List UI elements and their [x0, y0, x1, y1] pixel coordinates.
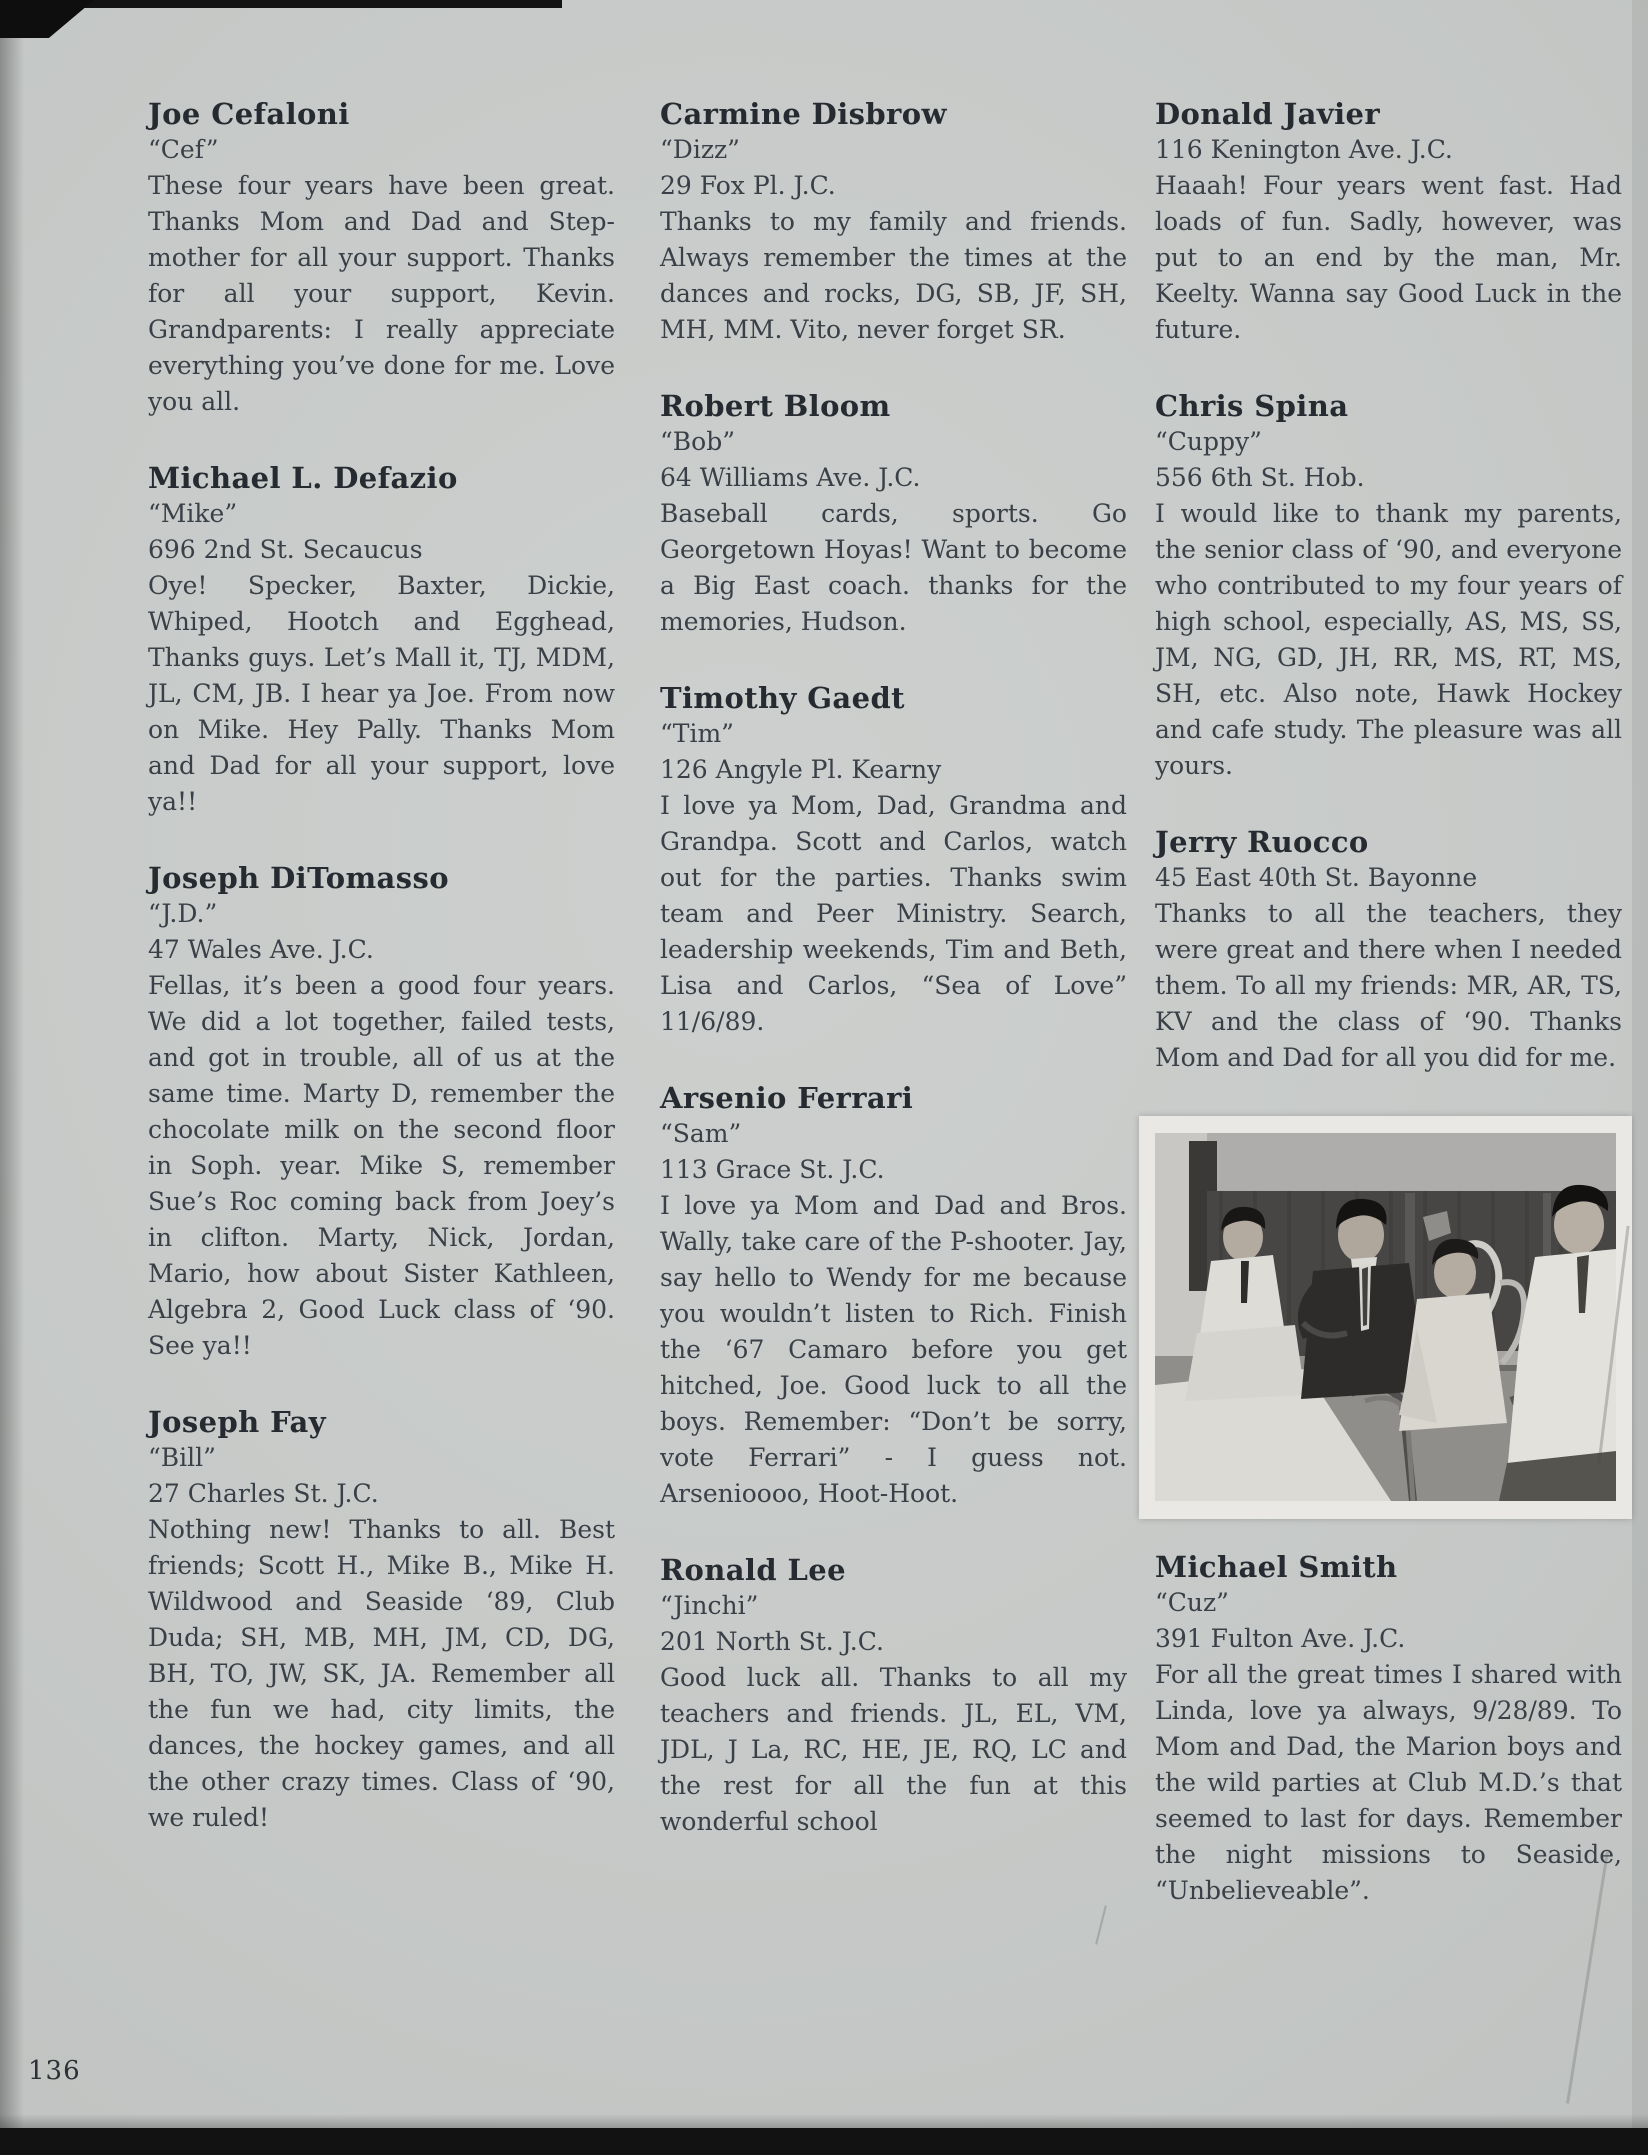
entry-joseph-ditomasso — [148, 860, 615, 1364]
student-message: For all the great times I shared with Linda, love ya always, 9/28/89. To Mom and Dad, the Marion boys and the wild parties at Club M.D.’s that seemed to last for days. Remember the night missions to Seaside, “Unbelieveable”. — [1155, 1660, 1622, 1905]
student-address: 45 East 40th St. Bayonne — [1155, 863, 1478, 892]
scan-artifact-left-shadow — [0, 0, 24, 2155]
student-name: Michael L. Defazio — [148, 461, 458, 495]
scan-artifact-top-strip — [0, 0, 562, 8]
student-address: 47 Wales Ave. J.C. — [148, 935, 374, 964]
student-message: Thanks to all the teachers, they were great and there when I needed them. To all my friends: MR, AR, TS, KV and the class of ‘90. Thanks Mom and Dad for all you did for me. — [1155, 899, 1622, 1072]
entry-chris-spina — [1155, 388, 1622, 784]
student-name: Jerry Ruocco — [1155, 825, 1369, 859]
student-address: 64 Williams Ave. J.C. — [660, 463, 921, 492]
student-nickname: “Bill” — [148, 1443, 216, 1472]
student-message: Nothing new! Thanks to all. Best friends; Scott H., Mike B., Mike H. Wildwood and Seaside ‘89, Club Duda; SH, MB, MH, JM, CD, DG, BH, TO, JW, SK, JA. Remember all the fun we had, city limits, the dances, the hockey games, and all the other crazy times. Class of ‘90, we ruled! — [148, 1515, 615, 1832]
student-name: Robert Bloom — [660, 389, 891, 423]
entry-timothy-gaedt — [660, 680, 1127, 1040]
student-name: Joseph DiTomasso — [148, 861, 449, 895]
student-message: These four years have been great. Thanks Mom and Dad and Step-mother for all your support. Thanks for all your support, Kevin. Grandparents: I really appreciate everything you’ve done for me. Love you all. — [148, 171, 615, 416]
student-address: 126 Angyle Pl. Kearny — [660, 755, 942, 784]
student-nickname: “Cuz” — [1155, 1588, 1229, 1617]
entry-carmine-disbrow — [660, 96, 1127, 348]
student-nickname: “Tim” — [660, 719, 734, 748]
entry-joe-cefaloni — [148, 96, 615, 420]
student-name: Chris Spina — [1155, 389, 1349, 423]
student-message: I would like to thank my parents, the senior class of ‘90, and everyone who contributed to my four years of high school, especially, AS, MS, SS, JM, NG, GD, JH, RR, MS, RT, MS, SH, etc. Also note, Hawk Hockey and cafe study. The pleasure was all yours. — [1155, 499, 1622, 780]
student-nickname: “Bob” — [660, 427, 735, 456]
student-message: I love ya Mom and Dad and Bros. Wally, take care of the P-shooter. Jay, say hello to Wendy for me because you wouldn’t listen to Rich. Finish the ‘67 Camaro before you get hitched, Joe. Good luck to all the boys. Remember: “Don’t be sorry, vote Ferrari” - I guess not. Arsenioooo, Hoot-Hoot. — [660, 1191, 1127, 1508]
student-message: Fellas, it’s been a good four years. We did a lot together, failed tests, and got in trouble, all of us at the same time. Marty D, remember the chocolate milk on the second floor in Soph. year. Mike S, remember Sue’s Roc coming back from Joey’s in clifton. Marty, Nick, Jordan, Mario, how about Sister Kathleen, Algebra 2, Good Luck class of ‘90. See ya!! — [148, 971, 615, 1360]
cafeteria-photo — [1139, 1116, 1632, 1519]
student-address: 29 Fox Pl. J.C. — [660, 171, 836, 200]
scan-artifact-crease — [1095, 1905, 1107, 1944]
student-address: 116 Kenington Ave. J.C. — [1155, 135, 1453, 164]
student-nickname: “Sam” — [660, 1119, 742, 1148]
student-address: 201 North St. J.C. — [660, 1627, 884, 1656]
entry-jerry-ruocco — [1155, 824, 1622, 1076]
student-nickname: “Mike” — [148, 499, 238, 528]
student-message: Haaah! Four years went fast. Had loads of fun. Sadly, however, was put to an end by the man, Mr. Keelty. Wanna say Good Luck in the future. — [1155, 171, 1622, 344]
entry-arsenio-ferrari — [660, 1080, 1127, 1512]
entry-michael-defazio — [148, 460, 615, 820]
entry-robert-bloom — [660, 388, 1127, 640]
scan-artifact-bottom-fade — [0, 2114, 1648, 2128]
cafeteria-photo-graphic — [1155, 1133, 1616, 1501]
student-nickname: “Jinchi” — [660, 1591, 759, 1620]
student-name: Joe Cefaloni — [148, 97, 350, 131]
entry-michael-smith — [1155, 1549, 1622, 1909]
page-number: 136 — [28, 2056, 81, 2086]
student-message: Oye! Specker, Baxter, Dickie, Whiped, Hootch and Egghead, Thanks guys. Let’s Mall it, TJ, MDM, JL, CM, JB. I hear ya Joe. From now on Mike. Hey Pally. Thanks Mom and Dad for all your support, love ya!! — [148, 571, 615, 816]
student-nickname: “Cef” — [148, 135, 219, 164]
student-name: Arsenio Ferrari — [660, 1081, 914, 1115]
scan-artifact-bottom-bar — [0, 2128, 1648, 2155]
student-address: 696 2nd St. Secaucus — [148, 535, 423, 564]
entry-joseph-fay — [148, 1404, 615, 1836]
student-message: I love ya Mom, Dad, Grandma and Grandpa. Scott and Carlos, watch out for the parties. Thanks swim team and Peer Ministry. Search, leadership weekends, Tim and Beth, Lisa and Carlos, “Sea of Love” 11/6/89. — [660, 791, 1127, 1036]
column-2 — [660, 96, 1127, 1880]
scan-artifact-top-left-corner — [0, 0, 94, 38]
student-message: Good luck all. Thanks to all my teachers and friends. JL, EL, VM, JDL, J La, RC, HE, JE, RQ, LC and the rest for all the fun at this wonderful school — [660, 1663, 1127, 1836]
student-address: 27 Charles St. J.C. — [148, 1479, 379, 1508]
student-name: Joseph Fay — [148, 1405, 326, 1439]
student-name: Timothy Gaedt — [660, 681, 905, 715]
student-address: 113 Grace St. J.C. — [660, 1155, 885, 1184]
student-address: 556 6th St. Hob. — [1155, 463, 1365, 492]
column-3 — [1155, 96, 1622, 1949]
student-name: Carmine Disbrow — [660, 97, 947, 131]
entry-ronald-lee — [660, 1552, 1127, 1840]
student-nickname: “Dizz” — [660, 135, 740, 164]
student-address: 391 Fulton Ave. J.C. — [1155, 1624, 1406, 1653]
column-1 — [148, 96, 615, 1876]
student-name: Michael Smith — [1155, 1550, 1398, 1584]
student-message: Baseball cards, sports. Go Georgetown Hoyas! Want to become a Big East coach. thanks for the memories, Hudson. — [660, 499, 1127, 636]
student-name: Ronald Lee — [660, 1553, 847, 1587]
entry-donald-javier — [1155, 96, 1622, 348]
student-message: Thanks to my family and friends. Always remember the times at the dances and rocks, DG, SB, JF, SH, MH, MM. Vito, never forget SR. — [660, 207, 1127, 344]
student-name: Donald Javier — [1155, 97, 1381, 131]
student-nickname: “J.D.” — [148, 899, 218, 928]
student-nickname: “Cuppy” — [1155, 427, 1262, 456]
scan-artifact-right-shade — [1632, 0, 1648, 2155]
